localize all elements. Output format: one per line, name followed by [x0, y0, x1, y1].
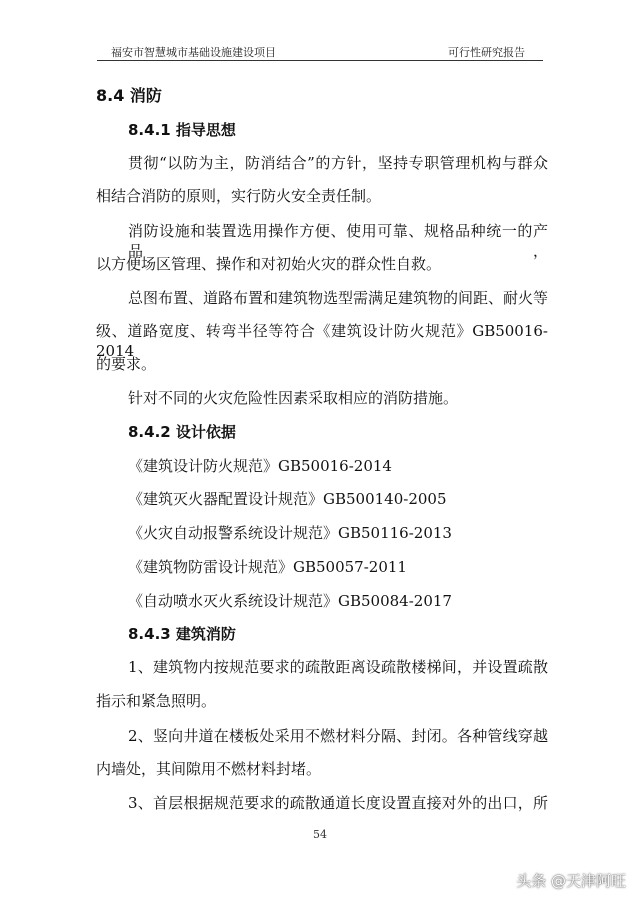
paragraph-line: 2、竖向井道在楼板处采用不燃材料分隔、封闭。各种管线穿越 — [128, 727, 548, 745]
paragraph-line: 贯彻“以防为主，防消结合”的方针，坚持专职管理机构与群众 — [128, 154, 548, 172]
standard-item: 《建筑物防雷设计规范》GB50057-2011 — [128, 558, 407, 576]
header-report-type: 可行性研究报告 — [448, 46, 525, 59]
standard-item: 《建筑灭火器配置设计规范》GB500140-2005 — [128, 490, 447, 508]
paragraph-line: 以方便场区管理、操作和对初始火灾的群众性自救。 — [96, 255, 442, 273]
paragraph-line: 指示和紧急照明。 — [96, 692, 217, 710]
section-title: 8.4 消防 — [96, 86, 162, 105]
subsection-title-building-fire: 8.4.3 建筑消防 — [128, 625, 236, 643]
standard-item: 《建筑设计防火规范》GB50016-2014 — [128, 457, 392, 475]
paragraph-line: 3、首层根据规范要求的疏散通道长度设置直接对外的出口，所 — [128, 794, 548, 812]
standard-item: 《自动喷水灭火系统设计规范》GB50084-2017 — [128, 592, 452, 610]
paragraph-line: 内墙处，其间隙用不燃材料封堵。 — [96, 760, 322, 778]
paragraph-line: 1、建筑物内按规范要求的疏散距离设疏散楼梯间，并设置疏散 — [128, 658, 548, 676]
page-header — [97, 42, 543, 61]
subsection-title-guiding-principle: 8.4.1 指导思想 — [128, 121, 236, 139]
paragraph-line: 级、道路宽度、转弯半径等符合《建筑设计防火规范》GB50016-2014 — [96, 322, 548, 360]
paragraph-line: 相结合消防的原则，实行防火安全责任制。 — [96, 187, 382, 205]
standard-item: 《火灾自动报警系统设计规范》GB50116-2013 — [128, 524, 452, 542]
page-number: 54 — [313, 828, 327, 841]
watermark-label: 头条 @天津阿旺 — [516, 872, 626, 890]
paragraph-line: 的要求。 — [96, 355, 157, 373]
subsection-title-design-basis: 8.4.2 设计依据 — [128, 423, 236, 441]
header-project-name: 福安市智慧城市基础设施建设项目 — [111, 46, 276, 59]
paragraph-line: 针对不同的火灾危险性因素采取相应的消防措施。 — [128, 389, 459, 407]
paragraph-line: 总图布置、道路布置和建筑物选型需满足建筑物的间距、耐火等 — [128, 289, 549, 307]
paragraph-line: 消防设施和装置选用操作方便、使用可靠、规格品种统一的产品， — [128, 222, 548, 260]
